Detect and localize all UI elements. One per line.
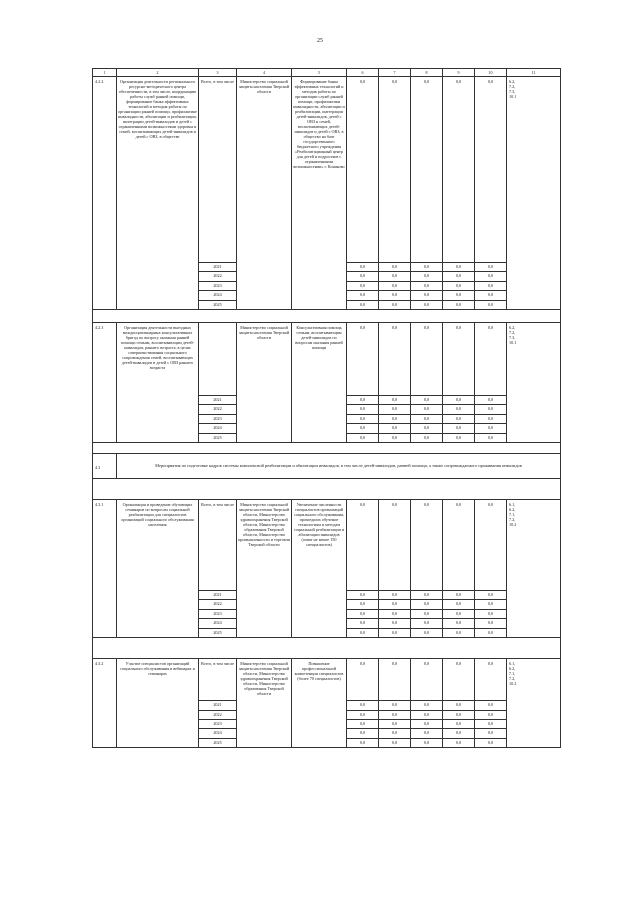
total-funding-value: 0,0 — [379, 323, 411, 396]
year-funding-value: 0,0 — [347, 619, 379, 628]
year-funding-value: 0,0 — [475, 414, 507, 423]
total-funding-value: 0,0 — [347, 659, 379, 701]
spacer-row — [93, 638, 561, 659]
year-funding-value: 0,0 — [443, 710, 475, 719]
year-funding-value: 0,0 — [379, 291, 411, 300]
year-funding-value: 0,0 — [475, 396, 507, 405]
year-label: 2024 — [199, 619, 237, 628]
measure-name: Участие специалистов организаций социального обслуживания в вебинарах и семинарах — [117, 659, 199, 748]
year-funding-value: 0,0 — [411, 591, 443, 600]
year-funding-value: 0,0 — [443, 628, 475, 637]
year-funding-value: 0,0 — [443, 619, 475, 628]
year-funding-value: 0,0 — [443, 424, 475, 433]
year-funding-value: 0,0 — [443, 300, 475, 309]
year-label: 2021 — [199, 591, 237, 600]
measure-row — [93, 323, 561, 396]
year-funding-value: 0,0 — [347, 414, 379, 423]
measure-number: 4.2.2 — [93, 77, 117, 310]
year-funding-value: 0,0 — [411, 424, 443, 433]
measure-result: Увеличение численности специалистов организаций социального обслуживания, прошедших обучение технологиям и методам социальной реабилитации и абилитации инвалидов (охват не менее 150 специалистов) — [292, 500, 347, 638]
year-funding-value: 0,0 — [443, 291, 475, 300]
year-funding-value: 0,0 — [443, 433, 475, 442]
year-funding-value: 0,0 — [347, 433, 379, 442]
year-funding-value: 0,0 — [347, 719, 379, 728]
target-indicators-text: 6.2, 7.2, 7.3, 10.1 — [509, 325, 517, 346]
spacer-cell — [93, 638, 561, 659]
year-funding-value: 0,0 — [379, 609, 411, 618]
year-funding-value: 0,0 — [475, 701, 507, 710]
year-funding-value: 0,0 — [411, 396, 443, 405]
year-funding-value: 0,0 — [475, 424, 507, 433]
year-funding-value: 0,0 — [379, 281, 411, 290]
year-funding-value: 0,0 — [475, 281, 507, 290]
year-funding-value: 0,0 — [347, 710, 379, 719]
section-title: Мероприятия по подготовке кадров системы комплексной реабилитации и абилитации инвалидов, в том числе детей-инвалидов, ранней помощи, а также сопровождаемого проживания инвалидов — [117, 454, 561, 479]
year-funding-value: 0,0 — [379, 738, 411, 747]
year-funding-value: 0,0 — [347, 424, 379, 433]
measure-executor: Министерство социальной защиты населения Тверской области, Министерство здравоохранения Тверской области, Министерство образования Тверской области, Министерство промышленности и торговли Тверской области — [237, 500, 292, 638]
column-number: 2 — [117, 69, 199, 77]
measure-number: 4.2.3 — [93, 323, 117, 443]
spacer-cell — [93, 310, 561, 323]
year-funding-value: 0,0 — [347, 291, 379, 300]
target-indicators — [507, 659, 561, 748]
year-funding-value: 0,0 — [379, 396, 411, 405]
column-number: 9 — [443, 69, 475, 77]
spacer-row — [93, 479, 561, 500]
total-funding-value: 0,0 — [475, 659, 507, 701]
year-funding-value: 0,0 — [475, 263, 507, 272]
page-number: 25 — [317, 38, 323, 44]
year-funding-value: 0,0 — [379, 433, 411, 442]
column-number: 8 — [411, 69, 443, 77]
year-funding-value: 0,0 — [347, 628, 379, 637]
year-funding-value: 0,0 — [411, 414, 443, 423]
year-funding-value: 0,0 — [443, 719, 475, 728]
year-funding-value: 0,0 — [347, 272, 379, 281]
total-funding-value: 0,0 — [379, 500, 411, 591]
total-funding-value: 0,0 — [379, 659, 411, 701]
year-funding-value: 0,0 — [443, 414, 475, 423]
column-number: 7 — [379, 69, 411, 77]
year-funding-value: 0,0 — [475, 729, 507, 738]
total-label: Всего, в том числе — [199, 500, 237, 591]
total-funding-value: 0,0 — [347, 323, 379, 396]
year-funding-value: 0,0 — [411, 263, 443, 272]
year-funding-value: 0,0 — [411, 701, 443, 710]
year-funding-value: 0,0 — [475, 710, 507, 719]
year-funding-value: 0,0 — [411, 281, 443, 290]
year-funding-value: 0,0 — [475, 609, 507, 618]
year-funding-value: 0,0 — [379, 710, 411, 719]
year-funding-value: 0,0 — [443, 281, 475, 290]
target-indicators-text: 6.2, 7.2, 7.3, 10.1 — [509, 79, 517, 99]
column-number: 5 — [292, 69, 347, 77]
year-funding-value: 0,0 — [475, 433, 507, 442]
year-label: 2024 — [199, 424, 237, 433]
year-funding-value: 0,0 — [411, 433, 443, 442]
measure-number: 4.3.1 — [93, 500, 117, 638]
year-funding-value: 0,0 — [443, 396, 475, 405]
measure-result: Формирование банка эффективных технологий и методик работы по организации служб ранней помощи, профилактики инвалидности, абилитации и реабилитации, интеграции детей-инвалидов, детей с ОВЗ и семей, воспитывающих детей-инвалидов и детей с ОВЗ, в общество на базе государственного бюджетного учреждения «Реабилитационный центр для детей и подростков с ограниченными возможностями» г. Конаково — [292, 77, 347, 310]
column-number: 11 — [507, 69, 561, 77]
target-indicators — [507, 323, 561, 443]
year-label: 2022 — [199, 272, 237, 281]
measure-executor: Министерство социальной защиты населения Тверской области — [237, 77, 292, 310]
year-funding-value: 0,0 — [475, 600, 507, 609]
year-funding-value: 0,0 — [379, 701, 411, 710]
year-label: 2021 — [199, 263, 237, 272]
year-funding-value: 0,0 — [379, 719, 411, 728]
year-funding-value: 0,0 — [475, 591, 507, 600]
year-funding-value: 0,0 — [475, 272, 507, 281]
year-funding-value: 0,0 — [379, 591, 411, 600]
section-row — [93, 454, 561, 479]
column-number: 1 — [93, 69, 117, 77]
year-funding-value: 0,0 — [443, 738, 475, 747]
year-funding-value: 0,0 — [379, 729, 411, 738]
target-indicators — [507, 77, 561, 310]
year-funding-value: 0,0 — [347, 396, 379, 405]
year-funding-value: 0,0 — [411, 291, 443, 300]
year-funding-value: 0,0 — [347, 591, 379, 600]
year-funding-value: 0,0 — [379, 619, 411, 628]
spacer-cell — [93, 479, 561, 500]
program-table-sheet — [92, 68, 560, 748]
column-number: 3 — [199, 69, 237, 77]
year-funding-value: 0,0 — [411, 628, 443, 637]
year-label: 2025 — [199, 738, 237, 747]
year-funding-value: 0,0 — [411, 272, 443, 281]
total-funding-value: 0,0 — [443, 500, 475, 591]
year-funding-value: 0,0 — [411, 738, 443, 747]
measure-name: Организация и проведение обучающих семинаров по вопросам социальной реабилитации для специалистов организаций социального обслуживания населения — [117, 500, 199, 638]
year-funding-value: 0,0 — [475, 738, 507, 747]
measure-result: Повышение профессиональной компетенции специалистов (более 70 специалистов) — [292, 659, 347, 748]
year-funding-value: 0,0 — [411, 300, 443, 309]
year-funding-value: 0,0 — [475, 300, 507, 309]
measure-name: Организация деятельности регионального ресурсно-методического центра обеспеченности, в том числе, координацию работы служб ранней помощи, формирование банка эффективных технологий и методик работы по организации ранней помощи, профилактике инвалидности, абилитации и реабилитации, интеграции детей-инвалидов и детей с ограниченными возможностями здоровья и семей, воспитывающих детей-инвалидов и детей с ОВЗ, в обществе — [117, 77, 199, 310]
year-funding-value: 0,0 — [347, 729, 379, 738]
year-funding-value: 0,0 — [347, 300, 379, 309]
program-table — [92, 68, 561, 748]
year-label: 2022 — [199, 600, 237, 609]
year-funding-value: 0,0 — [347, 738, 379, 747]
measure-row — [93, 659, 561, 701]
column-number-row — [93, 69, 561, 77]
year-label: 2021 — [199, 396, 237, 405]
total-funding-value: 0,0 — [379, 77, 411, 263]
year-label: 2023 — [199, 719, 237, 728]
year-funding-value: 0,0 — [475, 628, 507, 637]
section-number: 4.3 — [93, 454, 117, 479]
year-funding-value: 0,0 — [443, 600, 475, 609]
year-funding-value: 0,0 — [379, 424, 411, 433]
total-funding-value: 0,0 — [475, 500, 507, 591]
target-indicators-text: 6.1, 6.2, 7.1, 7.2, 10.2 — [509, 502, 517, 528]
total-funding-value: 0,0 — [347, 500, 379, 591]
year-funding-value: 0,0 — [411, 619, 443, 628]
total-label: Всего, в том числе — [199, 659, 237, 701]
measure-row — [93, 77, 561, 263]
target-indicators-text: 6.1, 6.2, 7.1, 7.2, 10.2 — [509, 661, 517, 687]
spacer-row — [93, 310, 561, 323]
year-funding-value: 0,0 — [379, 300, 411, 309]
year-funding-value: 0,0 — [411, 729, 443, 738]
year-funding-value: 0,0 — [411, 600, 443, 609]
year-funding-value: 0,0 — [475, 619, 507, 628]
year-funding-value: 0,0 — [411, 710, 443, 719]
year-label: 2022 — [199, 710, 237, 719]
year-funding-value: 0,0 — [379, 405, 411, 414]
year-funding-value: 0,0 — [379, 263, 411, 272]
year-label: 2024 — [199, 729, 237, 738]
spacer-row — [93, 443, 561, 454]
year-funding-value: 0,0 — [475, 291, 507, 300]
year-funding-value: 0,0 — [379, 628, 411, 637]
total-label — [199, 323, 237, 396]
year-funding-value: 0,0 — [411, 405, 443, 414]
column-number: 6 — [347, 69, 379, 77]
year-funding-value: 0,0 — [347, 281, 379, 290]
measure-result: Консультативная помощь семьям, воспитывающим детей-инвалидов по вопросам оказания ранней помощи — [292, 323, 347, 443]
total-funding-value: 0,0 — [411, 323, 443, 396]
total-funding-value: 0,0 — [411, 77, 443, 263]
total-funding-value: 0,0 — [443, 659, 475, 701]
year-label: 2025 — [199, 300, 237, 309]
year-funding-value: 0,0 — [475, 405, 507, 414]
year-funding-value: 0,0 — [443, 272, 475, 281]
measure-executor: Министерство социальной защиты населения Тверской области, Министерство здравоохранения Тверской области, Министерство образования Тверской области — [237, 659, 292, 748]
measure-row — [93, 500, 561, 591]
year-funding-value: 0,0 — [411, 609, 443, 618]
year-label: 2024 — [199, 291, 237, 300]
total-funding-value: 0,0 — [411, 500, 443, 591]
year-funding-value: 0,0 — [443, 701, 475, 710]
year-label: 2025 — [199, 628, 237, 637]
total-funding-value: 0,0 — [443, 77, 475, 263]
total-label: Всего, в том числе — [199, 77, 237, 263]
year-funding-value: 0,0 — [443, 263, 475, 272]
year-funding-value: 0,0 — [443, 405, 475, 414]
total-funding-value: 0,0 — [443, 323, 475, 396]
year-funding-value: 0,0 — [347, 405, 379, 414]
total-funding-value: 0,0 — [475, 323, 507, 396]
year-label: 2023 — [199, 609, 237, 618]
target-indicators — [507, 500, 561, 638]
year-funding-value: 0,0 — [443, 729, 475, 738]
year-funding-value: 0,0 — [475, 719, 507, 728]
year-label: 2023 — [199, 281, 237, 290]
year-label: 2021 — [199, 701, 237, 710]
year-label: 2023 — [199, 414, 237, 423]
year-funding-value: 0,0 — [443, 591, 475, 600]
year-funding-value: 0,0 — [379, 600, 411, 609]
total-funding-value: 0,0 — [347, 77, 379, 263]
total-funding-value: 0,0 — [411, 659, 443, 701]
measure-number: 4.3.2 — [93, 659, 117, 748]
year-funding-value: 0,0 — [443, 609, 475, 618]
measure-executor: Министерство социальной защиты населения Тверской области — [237, 323, 292, 443]
year-label: 2025 — [199, 433, 237, 442]
year-funding-value: 0,0 — [411, 719, 443, 728]
measure-name: Организация деятельности выездных междисциплинарных консультативных бригад по вопросу оказания ранней помощи семьям, воспитывающим детей-инвалидов, раннего возраста, в целях совершенствования социального сопровождения семей, воспитывающих детей-инвалидов и детей с ОВЗ раннего возраста — [117, 323, 199, 443]
column-number: 10 — [475, 69, 507, 77]
year-funding-value: 0,0 — [347, 701, 379, 710]
spacer-cell — [93, 443, 561, 454]
year-label: 2022 — [199, 405, 237, 414]
year-funding-value: 0,0 — [347, 263, 379, 272]
year-funding-value: 0,0 — [379, 272, 411, 281]
year-funding-value: 0,0 — [379, 414, 411, 423]
total-funding-value: 0,0 — [475, 77, 507, 263]
year-funding-value: 0,0 — [347, 609, 379, 618]
year-funding-value: 0,0 — [347, 600, 379, 609]
column-number: 4 — [237, 69, 292, 77]
